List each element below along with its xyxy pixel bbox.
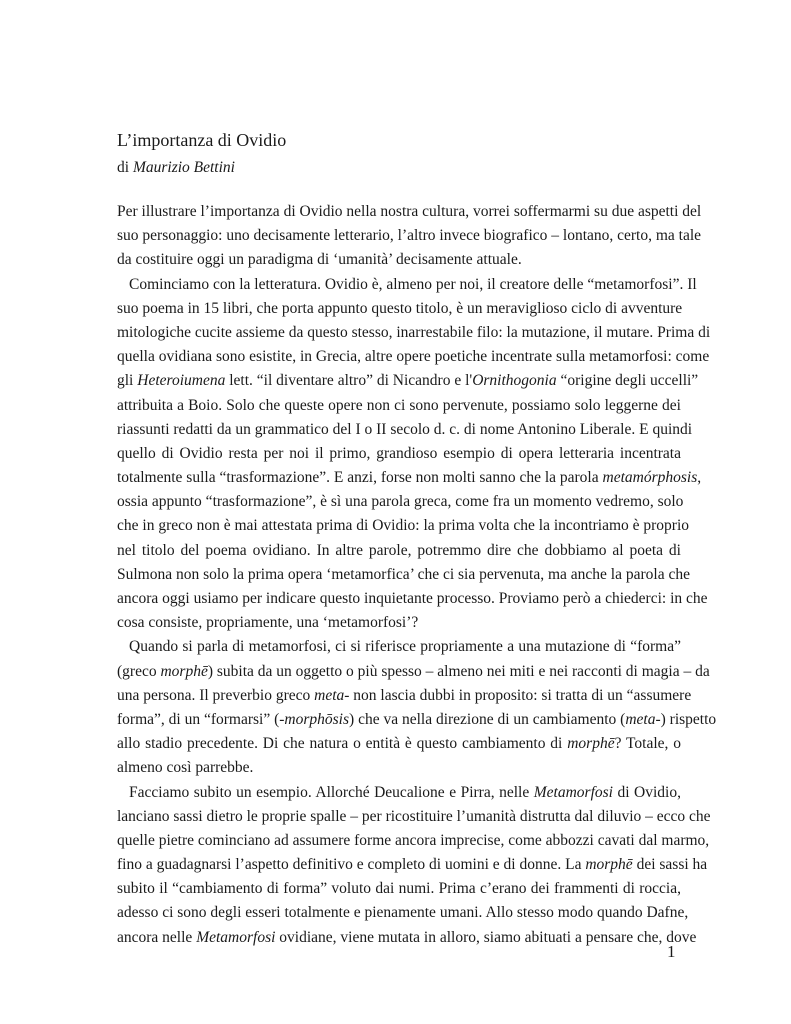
text-line <box>117 200 702 224</box>
article-body <box>117 200 717 950</box>
text-run: ancora nelle <box>117 928 197 946</box>
text-line <box>117 466 702 490</box>
paragraph <box>117 200 702 273</box>
text-line <box>117 563 690 587</box>
text-line <box>117 611 681 635</box>
text-run: ancora oggi usiamo per indicare questo inquietante processo. Proviamo però a chiederci: in che <box>117 590 708 607</box>
text-run: suo poema in 15 libri, che porta appunto questo titolo, è un meraviglioso ciclo di avventure <box>117 299 683 317</box>
text-line <box>117 853 708 877</box>
text-run: Cominciamo con la letteratura. Ovidio è, almeno per noi, il creatore delle “metamorfosi”. Il <box>129 275 697 293</box>
text-line <box>117 877 681 901</box>
text-line <box>117 224 702 248</box>
text-run: lett. “il diventare altro” di Nicandro e l' <box>225 372 473 390</box>
text-run: dei sassi ha <box>632 856 708 874</box>
italic-term: morphē <box>567 735 615 753</box>
italic-term: meta- <box>314 686 350 704</box>
text-run: ) rispetto <box>660 710 717 728</box>
italic-term: morphē <box>160 662 208 680</box>
text-run: subito il “cambiamento di forma” voluto dai numi. Prima c’erano dei frammenti di roccia, <box>117 880 681 898</box>
text-run: allo stadio precedente. Di che natura o entità è questo cambiamento di <box>117 735 568 753</box>
text-run: “origine degli uccelli” <box>556 372 699 390</box>
byline <box>117 159 235 177</box>
text-line <box>117 273 697 297</box>
text-run: Quando si parla di metamorfosi, ci si riferisce propriamente a una mutazione di “forma” <box>129 638 681 656</box>
text-run: attribuita a Boio. Solo che queste opere non ci sono pervenute, possiamo solo leggerne dei <box>117 396 681 414</box>
italic-term: Metamorfosi <box>533 783 613 801</box>
text-run: non lascia dubbi in proposito: si tratta di un “assumere <box>349 686 692 704</box>
text-run: una persona. Il preverbio greco <box>117 686 315 704</box>
text-run: Facciamo subito un esempio. Allorché Deucalione e Pirra, nelle <box>129 783 534 801</box>
text-run: di Ovidio, <box>612 783 681 801</box>
text-line <box>117 394 681 418</box>
italic-term: metamórphosis <box>602 469 698 487</box>
author-name: Maurizio Bettini <box>132 159 235 176</box>
text-line <box>117 345 710 369</box>
text-run: ossia appunto “trasformazione”, è sì una parola greca, come fra un momento vedremo, solo <box>117 493 684 511</box>
text-line <box>117 514 690 538</box>
text-line <box>117 684 692 708</box>
text-line <box>117 635 681 659</box>
text-run: fino a guadagnarsi l’aspetto definitivo e completo di uomini e di donne. La <box>117 856 586 874</box>
text-line <box>117 756 681 780</box>
text-line <box>117 297 681 321</box>
text-run: cosa consiste, propriamente, una ‘metamorfosi’? <box>117 614 419 632</box>
text-run: forma”, di un “formarsi” ( <box>117 710 280 728</box>
paragraph <box>117 781 711 950</box>
text-line <box>117 901 689 925</box>
text-run: mitologiche cucite assieme da questo stesso, inarrestabile filo: la mutazione, il mutare. Prima di <box>117 323 711 341</box>
text-run: lanciano sassi dietro le proprie spalle – per ricostituire l’umanità distrutta dal diluvio – ecco che <box>117 807 711 825</box>
text-run: Per illustrare l’importanza di Ovidio nella nostra cultura, vorrei soffermarmi su due aspetti del <box>117 203 702 220</box>
text-line <box>117 442 681 466</box>
text-run: suo personaggio: uno decisamente letterario, l’altro invece biografico – lontano, certo, ma tale <box>117 227 702 245</box>
text-run: (greco <box>117 662 161 680</box>
text-line <box>117 926 697 950</box>
text-run: ) che va nella direzione di un cambiamento ( <box>349 710 626 728</box>
text-line <box>117 321 711 345</box>
text-run: ) subita da un oggetto o più spesso – almeno nei miti e nei racconti di magia – da <box>207 662 710 680</box>
italic-term: morphē <box>585 856 633 874</box>
paragraph <box>117 635 717 780</box>
text-run: nel titolo del poema ovidiano. In altre parole, potremmo dire che dobbiamo al poeta di <box>117 541 681 559</box>
text-line <box>117 369 699 393</box>
text-run: quello di Ovidio resta per noi il primo, grandioso esempio di opera letteraria incentrata <box>117 444 681 462</box>
text-run: totalmente sulla “trasformazione”. E anzi, forse non molti sanno che la parola <box>117 469 603 487</box>
text-line <box>117 805 711 829</box>
text-line <box>117 660 710 684</box>
text-run: quella ovidiana sono esistite, in Grecia, altre opere poetiche incentrate sulla metamorfosi: come <box>117 348 710 366</box>
text-run: almeno così parrebbe. <box>117 759 254 777</box>
paragraph <box>117 273 711 636</box>
document-title: L’importanza di Ovidio <box>117 130 287 150</box>
text-run: che in greco non è mai attestata prima di Ovidio: la prima volta che la incontriamo è proprio <box>117 517 690 535</box>
text-run: quelle pietre cominciano ad assumere forme ancora imprecise, come abbozzi cavati dal marmo, <box>117 831 710 849</box>
text-line <box>117 490 684 514</box>
text-line <box>117 418 693 442</box>
text-line <box>117 829 710 853</box>
text-line <box>117 587 708 611</box>
text-line <box>117 539 681 563</box>
text-run: ? Totale, o <box>614 735 682 753</box>
text-run: adesso ci sono degli esseri totalmente e pienamente umani. Allo stesso modo quando Dafne, <box>117 904 689 922</box>
byline-prefix: di <box>117 159 133 176</box>
text-line <box>117 732 681 756</box>
italic-term: Ornithogonia <box>472 372 557 390</box>
italic-term: meta- <box>625 710 661 728</box>
text-line <box>117 248 681 272</box>
text-line <box>117 781 681 805</box>
text-run: ovidiane, viene mutata in alloro, siamo abituati a pensare che, dove <box>275 928 697 946</box>
italic-term: Metamorfosi <box>196 928 276 946</box>
italic-term: Heteroiumena <box>137 372 226 390</box>
italic-term: -morphōsis <box>279 710 350 728</box>
text-run: , <box>697 469 702 487</box>
text-run: riassunti redatti da un grammatico del I o II secolo d. c. di nome Antonino Liberale. E quindi <box>117 420 693 438</box>
text-line <box>117 708 717 732</box>
text-run: da costituire oggi un paradigma di ‘umanità’ decisamente attuale. <box>117 251 522 269</box>
page-number: 1 <box>667 942 676 961</box>
text-run: gli <box>117 372 138 390</box>
text-run: Sulmona non solo la prima opera ‘metamorfica’ che ci sia pervenuta, ma anche la parola che <box>117 565 690 583</box>
